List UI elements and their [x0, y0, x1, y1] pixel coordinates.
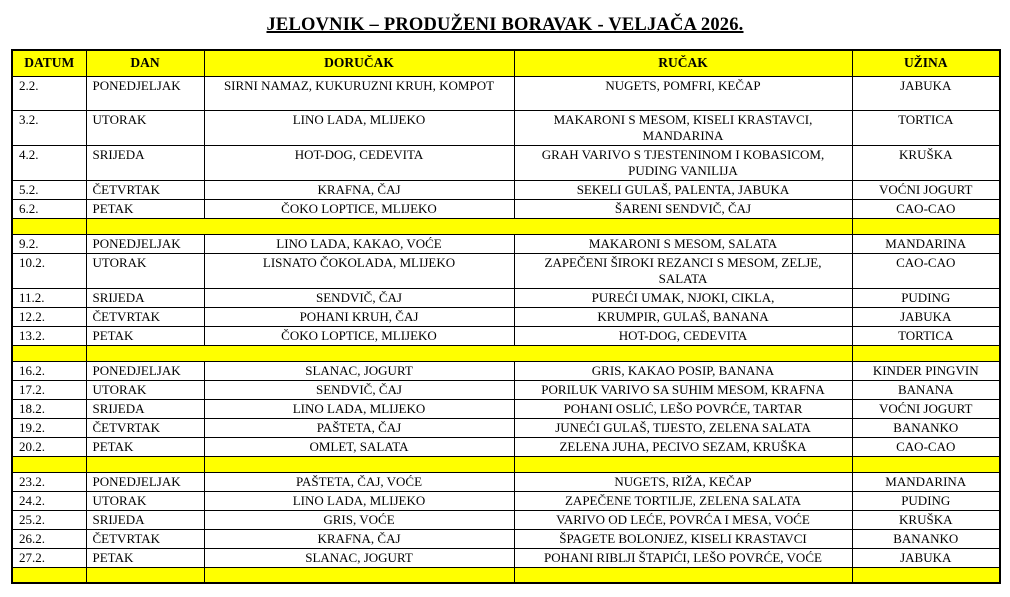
day-cell: SRIJEDA	[86, 288, 204, 307]
breakfast-cell: OMLET, SALATA	[204, 437, 514, 456]
day-cell: ČETVRTAK	[86, 180, 204, 199]
separator-cell	[852, 456, 1000, 472]
lunch-cell: GRIS, KAKAO POSIP, BANANA	[514, 361, 852, 380]
day-cell: SRIJEDA	[86, 145, 204, 180]
table-row	[12, 76, 1000, 110]
lunch-cell: POHANI OSLIĆ, LEŠO POVRĆE, TARTAR	[514, 399, 852, 418]
table-row	[12, 418, 1000, 437]
separator-cell	[852, 567, 1000, 583]
header-uzina: UŽINA	[852, 50, 1000, 76]
lunch-cell: NUGETS, POMFRI, KEČAP	[514, 76, 852, 110]
datum-cell: 4.2.	[12, 145, 86, 180]
lunch-cell: GRAH VARIVO S TJESTENINOM I KOBASICOM, PUDING VANILIJA	[514, 145, 852, 180]
breakfast-cell: SLANAC, JOGURT	[204, 361, 514, 380]
snack-cell: JABUKA	[852, 307, 1000, 326]
lunch-cell: SEKELI GULAŠ, PALENTA, JABUKA	[514, 180, 852, 199]
lunch-cell: HOT-DOG, CEDEVITA	[514, 326, 852, 345]
snack-cell: BANANA	[852, 380, 1000, 399]
snack-cell: VOĆNI JOGURT	[852, 180, 1000, 199]
snack-cell: JABUKA	[852, 76, 1000, 110]
week-separator-row	[12, 345, 1000, 361]
day-cell: PONEDJELJAK	[86, 361, 204, 380]
snack-cell: TORTICA	[852, 326, 1000, 345]
datum-cell: 11.2.	[12, 288, 86, 307]
separator-cell	[12, 456, 86, 472]
table-row	[12, 307, 1000, 326]
lunch-cell: ZELENA JUHA, PECIVO SEZAM, KRUŠKA	[514, 437, 852, 456]
separator-cell	[86, 456, 204, 472]
lunch-cell: ZAPEČENI ŠIROKI REZANCI S MESOM, ZELJE, SALATA	[514, 253, 852, 288]
breakfast-cell: LINO LADA, MLIJEKO	[204, 399, 514, 418]
datum-cell: 16.2.	[12, 361, 86, 380]
lunch-cell: KRUMPIR, GULAŠ, BANANA	[514, 307, 852, 326]
breakfast-cell: SENDVIČ, ČAJ	[204, 380, 514, 399]
breakfast-cell: LISNATO ČOKOLADA, MLIJEKO	[204, 253, 514, 288]
day-cell: SRIJEDA	[86, 510, 204, 529]
datum-cell: 19.2.	[12, 418, 86, 437]
snack-cell: CAO-CAO	[852, 253, 1000, 288]
datum-cell: 2.2.	[12, 76, 86, 110]
day-cell: SRIJEDA	[86, 399, 204, 418]
datum-cell: 25.2.	[12, 510, 86, 529]
table-row	[12, 399, 1000, 418]
table-row	[12, 491, 1000, 510]
breakfast-cell: ČOKO LOPTICE, MLIJEKO	[204, 326, 514, 345]
datum-cell: 17.2.	[12, 380, 86, 399]
snack-cell: KRUŠKA	[852, 510, 1000, 529]
datum-cell: 9.2.	[12, 234, 86, 253]
datum-cell: 5.2.	[12, 180, 86, 199]
table-row	[12, 510, 1000, 529]
week-separator-row	[12, 456, 1000, 472]
lunch-cell: MAKARONI S MESOM, SALATA	[514, 234, 852, 253]
datum-cell: 13.2.	[12, 326, 86, 345]
snack-cell: KRUŠKA	[852, 145, 1000, 180]
lunch-cell: ZAPEČENE TORTILJE, ZELENA SALATA	[514, 491, 852, 510]
header-dorucak: DORUČAK	[204, 50, 514, 76]
day-cell: ČETVRTAK	[86, 418, 204, 437]
day-cell: PETAK	[86, 199, 204, 218]
day-cell: PONEDJELJAK	[86, 472, 204, 491]
datum-cell: 3.2.	[12, 110, 86, 145]
separator-cell	[12, 345, 86, 361]
day-cell: UTORAK	[86, 491, 204, 510]
breakfast-cell: ČOKO LOPTICE, MLIJEKO	[204, 199, 514, 218]
snack-cell: BANANKO	[852, 529, 1000, 548]
lunch-cell: MAKARONI S MESOM, KISELI KRASTAVCI, MANDARINA	[514, 110, 852, 145]
separator-cell	[12, 567, 86, 583]
breakfast-cell: LINO LADA, MLIJEKO	[204, 491, 514, 510]
table-row	[12, 548, 1000, 567]
breakfast-cell: LINO LADA, KAKAO, VOĆE	[204, 234, 514, 253]
datum-cell: 23.2.	[12, 472, 86, 491]
table-row	[12, 326, 1000, 345]
week-separator-row	[12, 567, 1000, 583]
separator-cell	[852, 345, 1000, 361]
snack-cell: BANANKO	[852, 418, 1000, 437]
header-row	[12, 50, 1000, 76]
table-row	[12, 110, 1000, 145]
table-row	[12, 288, 1000, 307]
snack-cell: MANDARINA	[852, 472, 1000, 491]
separator-cell	[12, 218, 86, 234]
header-dan: DAN	[86, 50, 204, 76]
table-row	[12, 145, 1000, 180]
lunch-cell: PUREĆI UMAK, NJOKI, CIKLA,	[514, 288, 852, 307]
snack-cell: CAO-CAO	[852, 437, 1000, 456]
breakfast-cell: LINO LADA, MLIJEKO	[204, 110, 514, 145]
separator-cell	[514, 567, 852, 583]
datum-cell: 12.2.	[12, 307, 86, 326]
day-cell: PONEDJELJAK	[86, 234, 204, 253]
day-cell: PONEDJELJAK	[86, 76, 204, 110]
separator-cell-merged	[86, 218, 852, 234]
separator-cell	[514, 456, 852, 472]
breakfast-cell: SENDVIČ, ČAJ	[204, 288, 514, 307]
day-cell: UTORAK	[86, 380, 204, 399]
breakfast-cell: POHANI KRUH, ČAJ	[204, 307, 514, 326]
snack-cell: VOĆNI JOGURT	[852, 399, 1000, 418]
table-row	[12, 199, 1000, 218]
lunch-cell: NUGETS, RIŽA, KEČAP	[514, 472, 852, 491]
datum-cell: 10.2.	[12, 253, 86, 288]
separator-cell-merged	[86, 345, 852, 361]
page-title: JELOVNIK – PRODUŽENI BORAVAK - VELJAČA 2026.	[266, 15, 744, 35]
header-rucak: RUČAK	[514, 50, 852, 76]
datum-cell: 27.2.	[12, 548, 86, 567]
datum-cell: 20.2.	[12, 437, 86, 456]
breakfast-cell: PAŠTETA, ČAJ, VOĆE	[204, 472, 514, 491]
breakfast-cell: PAŠTETA, ČAJ	[204, 418, 514, 437]
table-row	[12, 253, 1000, 288]
separator-cell	[204, 456, 514, 472]
day-cell: UTORAK	[86, 253, 204, 288]
datum-cell: 24.2.	[12, 491, 86, 510]
breakfast-cell: HOT-DOG, CEDEVITA	[204, 145, 514, 180]
week-separator-row	[12, 218, 1000, 234]
lunch-cell: JUNEĆI GULAŠ, TIJESTO, ZELENA SALATA	[514, 418, 852, 437]
breakfast-cell: KRAFNA, ČAJ	[204, 529, 514, 548]
lunch-cell: PORILUK VARIVO SA SUHIM MESOM, KRAFNA	[514, 380, 852, 399]
lunch-cell: VARIVO OD LEĆE, POVRĆA I MESA, VOĆE	[514, 510, 852, 529]
snack-cell: PUDING	[852, 491, 1000, 510]
day-cell: PETAK	[86, 326, 204, 345]
table-row	[12, 472, 1000, 491]
snack-cell: CAO-CAO	[852, 199, 1000, 218]
lunch-cell: ŠARENI SENDVIČ, ČAJ	[514, 199, 852, 218]
snack-cell: TORTICA	[852, 110, 1000, 145]
table-row	[12, 437, 1000, 456]
day-cell: PETAK	[86, 437, 204, 456]
day-cell: ČETVRTAK	[86, 307, 204, 326]
snack-cell: PUDING	[852, 288, 1000, 307]
day-cell: UTORAK	[86, 110, 204, 145]
separator-cell	[86, 567, 204, 583]
header-datum: DATUM	[12, 50, 86, 76]
lunch-cell: POHANI RIBLJI ŠTAPIĆI, LEŠO POVRĆE, VOĆE	[514, 548, 852, 567]
datum-cell: 18.2.	[12, 399, 86, 418]
breakfast-cell: GRIS, VOĆE	[204, 510, 514, 529]
table-row	[12, 361, 1000, 380]
snack-cell: KINDER PINGVIN	[852, 361, 1000, 380]
datum-cell: 6.2.	[12, 199, 86, 218]
snack-cell: JABUKA	[852, 548, 1000, 567]
table-row	[12, 529, 1000, 548]
breakfast-cell: KRAFNA, ČAJ	[204, 180, 514, 199]
day-cell: PETAK	[86, 548, 204, 567]
table-row	[12, 180, 1000, 199]
breakfast-cell: SIRNI NAMAZ, KUKURUZNI KRUH, KOMPOT	[204, 76, 514, 110]
separator-cell	[204, 567, 514, 583]
lunch-cell: ŠPAGETE BOLONJEZ, KISELI KRASTAVCI	[514, 529, 852, 548]
datum-cell: 26.2.	[12, 529, 86, 548]
snack-cell: MANDARINA	[852, 234, 1000, 253]
breakfast-cell: SLANAC, JOGURT	[204, 548, 514, 567]
table-row	[12, 380, 1000, 399]
separator-cell	[852, 218, 1000, 234]
day-cell: ČETVRTAK	[86, 529, 204, 548]
table-row	[12, 234, 1000, 253]
menu-table	[11, 49, 1001, 584]
